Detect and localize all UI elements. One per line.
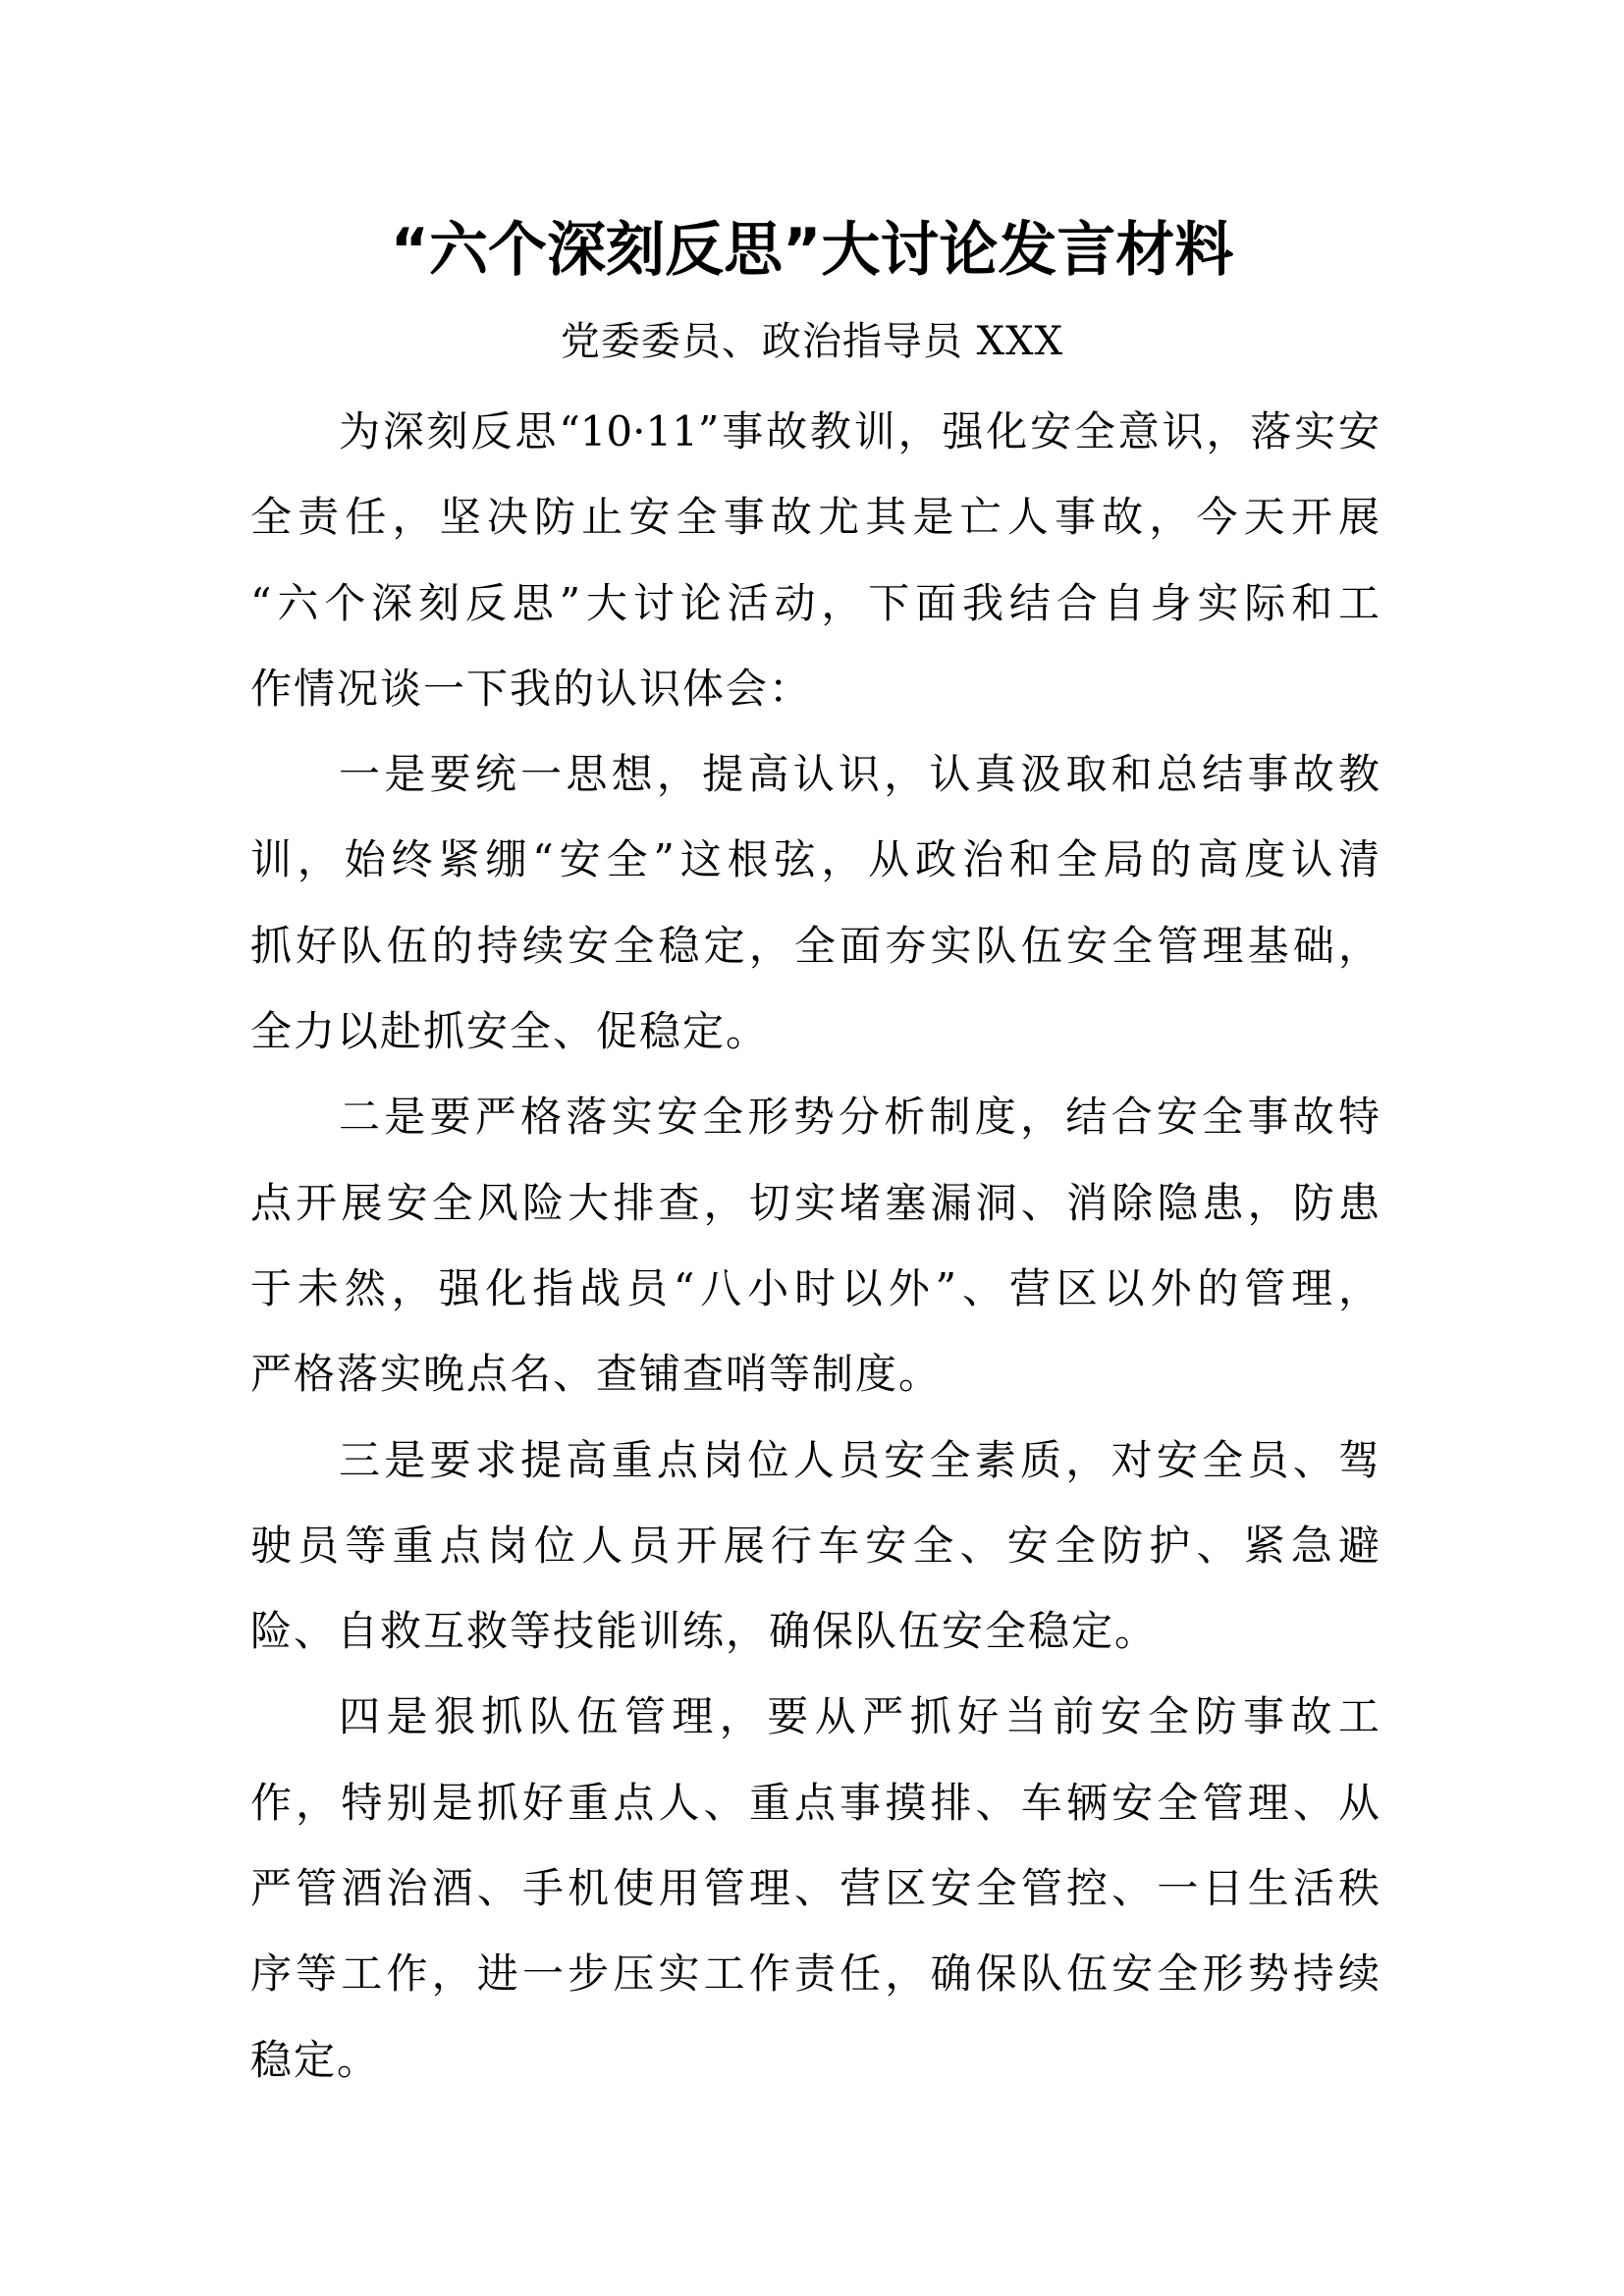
paragraph <box>250 731 1380 1074</box>
document-title: “六个深刻反思”大讨论发言材料 <box>390 216 1234 285</box>
paragraph <box>250 1417 1380 1675</box>
text-line: 训，始终紧绷“安全”这根弦，从政治和全局的高度认清 <box>250 835 1380 884</box>
paragraph <box>250 1074 1380 1416</box>
text-line: 稳定。 <box>250 2035 381 2084</box>
text-line: 全责任，坚决防止安全事故尤其是亡人事故，今天开展 <box>250 493 1380 542</box>
text-line: 全力以赴抓安全、促稳定。 <box>250 1007 770 1056</box>
text-line: 抓好队伍的持续安全稳定，全面夯实队伍安全管理基础， <box>250 921 1380 970</box>
text-line: 二是要严格落实安全形势分析制度，结合安全事故特 <box>339 1093 1380 1142</box>
text-line: 险、自救互救等技能训练，确保队伍安全稳定。 <box>250 1607 1159 1656</box>
paragraph <box>250 1674 1380 2102</box>
text-line: 严格落实晚点名、查铺查哨等制度。 <box>250 1350 943 1399</box>
text-line: 严管酒治酒、手机使用管理、营区安全管控、一日生活秩 <box>250 1864 1380 1913</box>
text-line: “六个深刻反思”大讨论活动，下面我结合自身实际和工 <box>250 578 1380 627</box>
text-line: 点开展安全风险大排查，切实堵塞漏洞、消除隐患，防患 <box>250 1178 1380 1227</box>
text-line: 四是狠抓队伍管理，要从严抓好当前安全防事故工 <box>339 1692 1380 1741</box>
paragraph <box>250 389 1380 731</box>
text-line: 为深刻反思“10·11”事故教训，强化安全意识，落实安 <box>339 407 1380 455</box>
text-line: 一是要统一思想，提高认识，认真汲取和总结事故教 <box>339 750 1380 799</box>
text-line: 三是要求提高重点岗位人员安全素质，对安全员、驾 <box>339 1435 1380 1484</box>
text-line: 作情况谈一下我的认识体会： <box>250 664 813 713</box>
text-line: 序等工作，进一步压实工作责任，确保队伍安全形势持续 <box>250 1949 1380 1999</box>
text-line: 于未然，强化指战员“八小时以外”、营区以外的管理， <box>250 1263 1380 1312</box>
author-line: 党委委员、政治指导员 XXX <box>560 319 1064 364</box>
text-line: 作，特别是抓好重点人、重点事摸排、车辆安全管理、从 <box>250 1778 1380 1827</box>
document-body <box>250 389 1380 2103</box>
text-line: 驶员等重点岗位人员开展行车安全、安全防护、紧急避 <box>250 1521 1380 1570</box>
